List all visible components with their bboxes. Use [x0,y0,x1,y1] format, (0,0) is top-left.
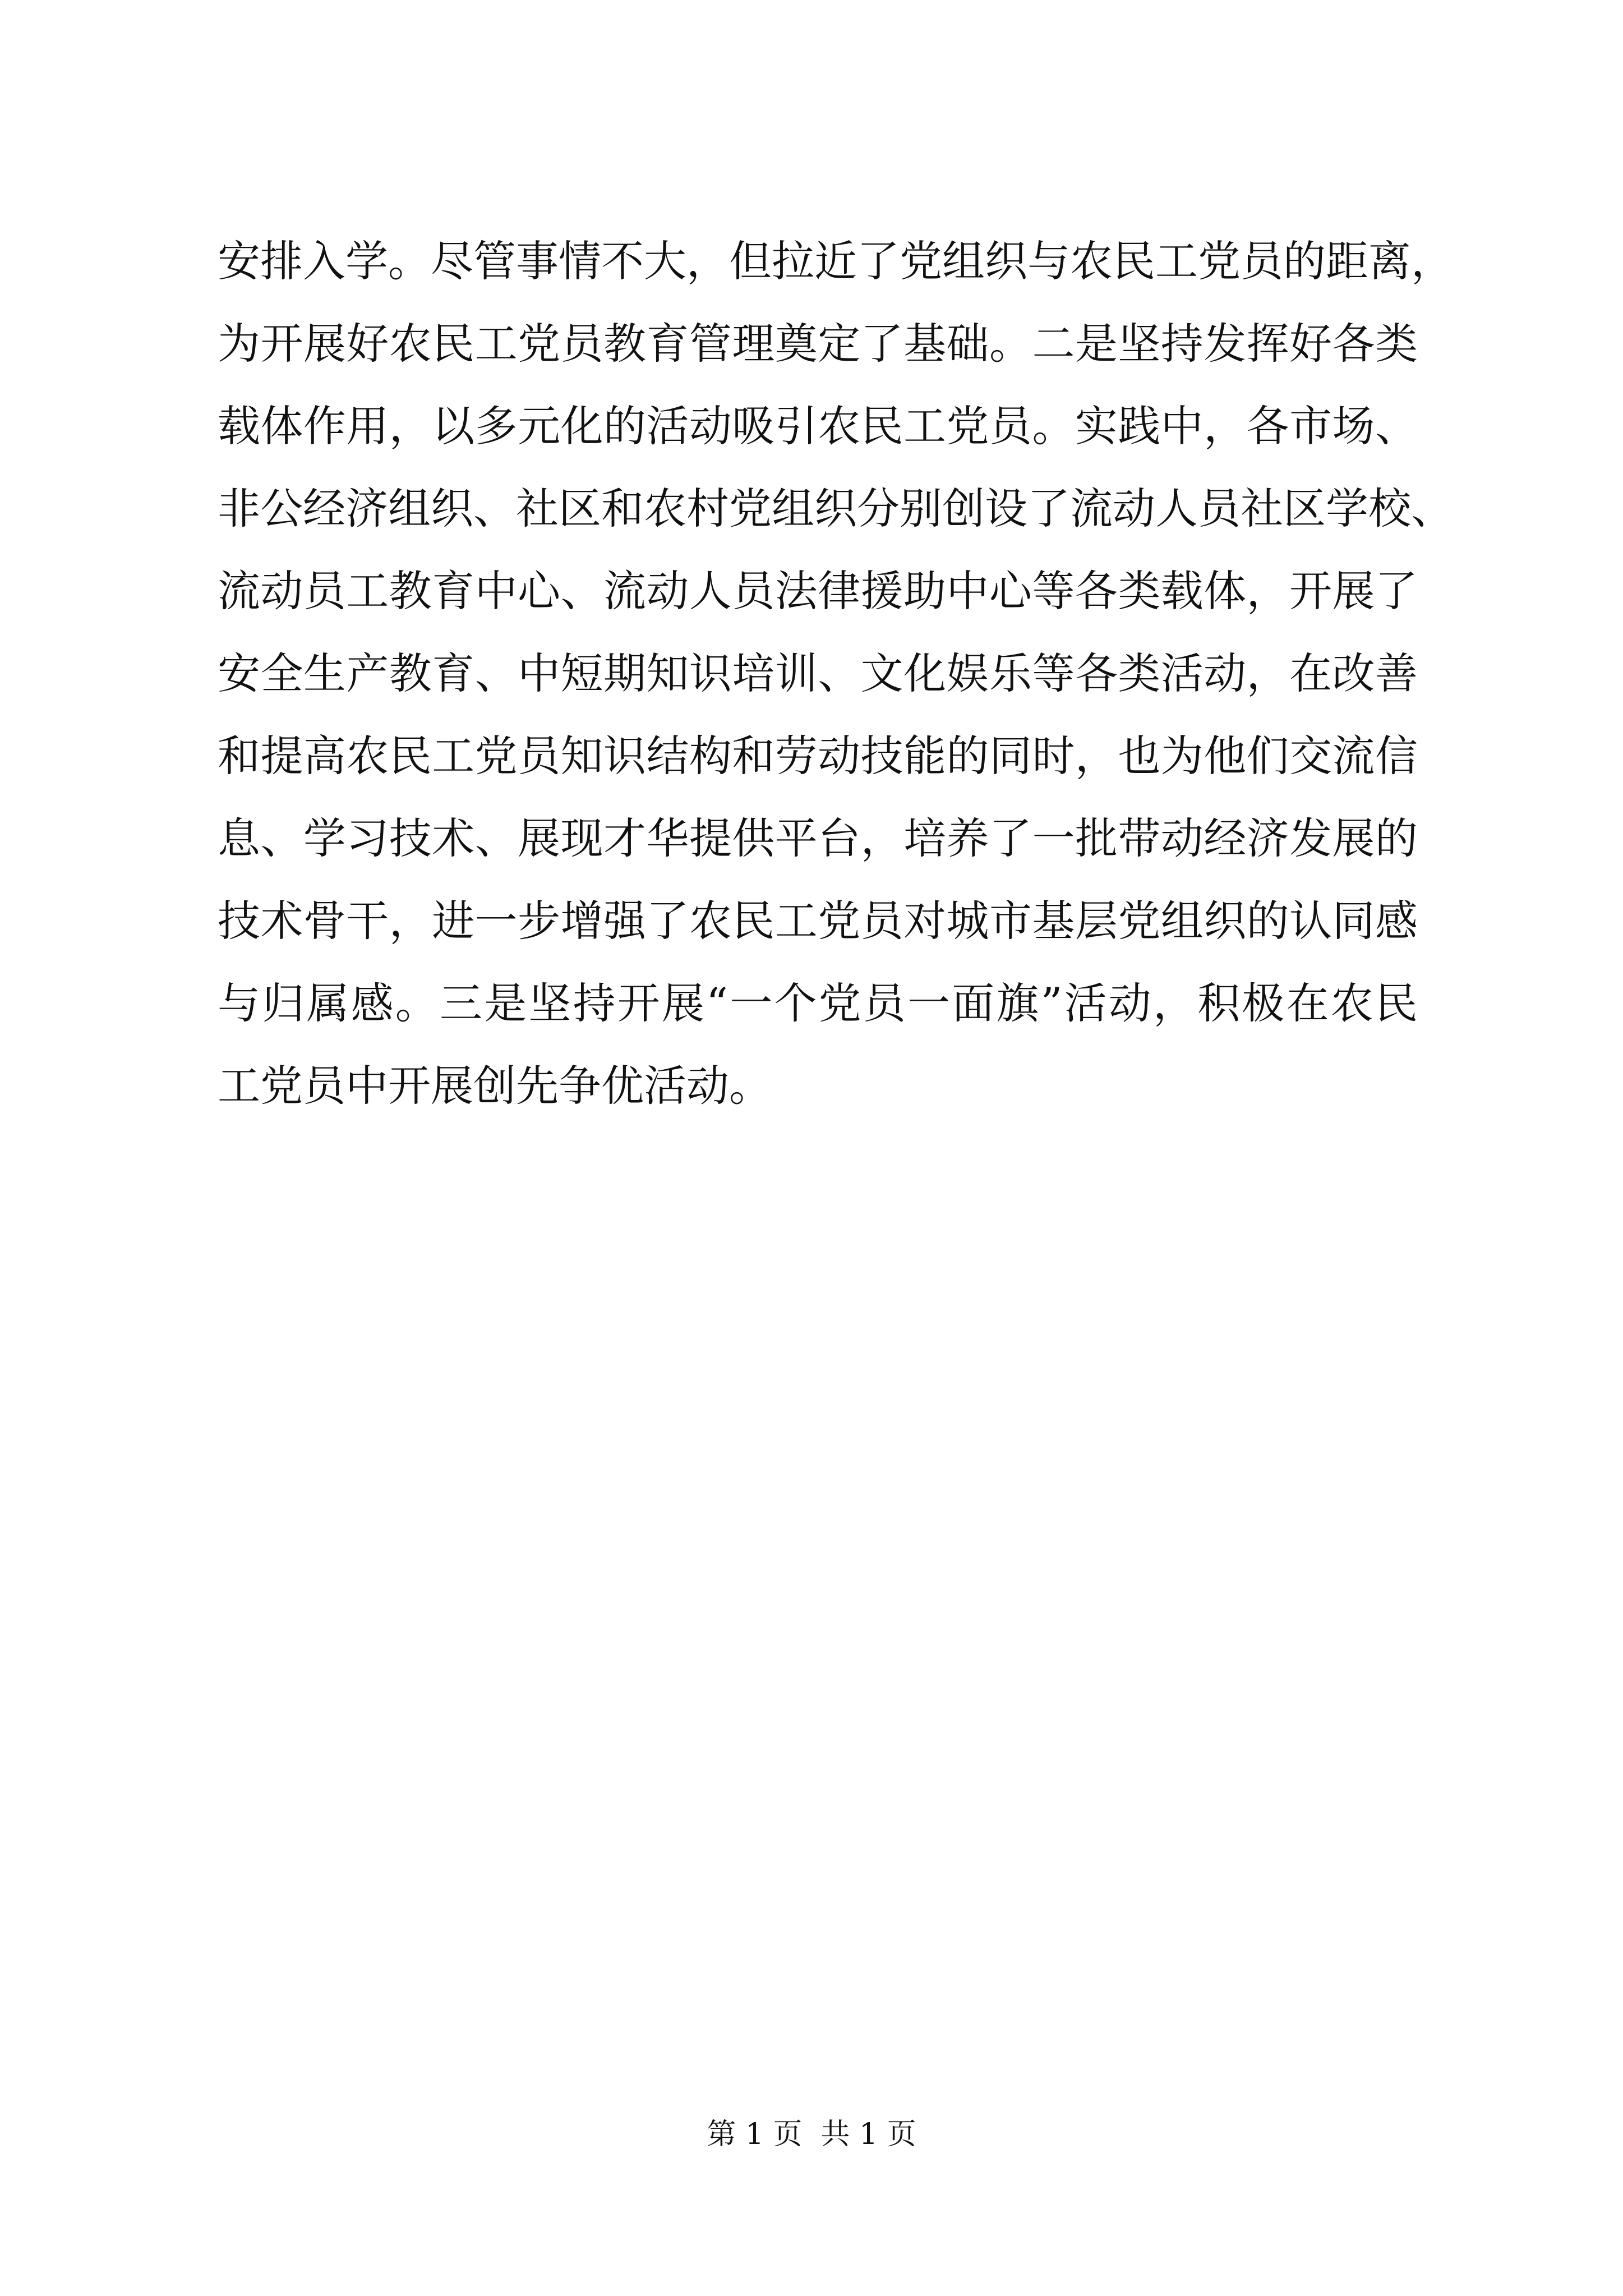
paragraph-line: 息、学习技术、展现才华提供平台，培养了一批带动经济发展的 [218,813,1418,863]
paragraph-line: 安全生产教育、中短期知识培训、文化娱乐等各类活动，在改善 [218,648,1418,698]
paragraph-line: 流动员工教育中心、流动人员法律援助中心等各类载体，开展了 [218,566,1418,616]
paragraph-line: 和提高农民工党员知识结构和劳动技能的同时，也为他们交流信 [218,731,1418,781]
paragraph-line: 安排入学。尽管事情不大，但拉近了党组织与农民工党员的距离， [218,236,1454,286]
paragraph-line: 为开展好农民工党员教育管理奠定了基础。二是坚持发挥好各类 [218,319,1418,369]
paragraph-line: 技术骨干，进一步增强了农民工党员对城市基层党组织的认同感 [218,896,1418,946]
paragraph-line: 非公经济组织、社区和农村党组织分别创设了流动人员社区学校、 [218,484,1454,533]
paragraph-line: 工党员中开展创先争优活动。 [218,1061,772,1111]
body-paragraph [218,220,1454,1127]
paragraph-line: 载体作用，以多元化的活动吸引农民工党员。实践中，各市场、 [218,401,1418,451]
page-number-footer: 第 1 页 共 1 页 [707,2118,916,2151]
paragraph-line: 与归属感。三是坚持开展“一个党员一面旗”活动，积极在农民 [218,978,1418,1028]
